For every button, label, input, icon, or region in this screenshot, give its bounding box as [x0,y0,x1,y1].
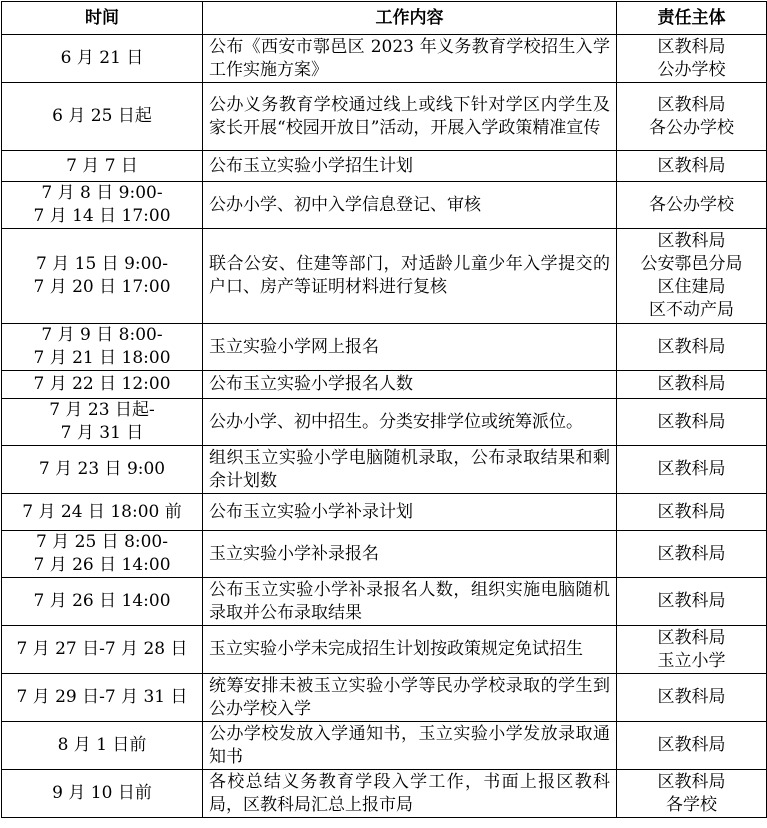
time-line: 8 月 1 日前 [57,735,147,755]
time-line: 7 月 26 日 14:00 [33,591,171,611]
table-row [2,83,767,151]
cell-time [2,83,203,151]
cell-content: 玉立实验小学网上报名 [203,324,617,371]
table-row [2,151,767,182]
owner-line: 区教科局 [657,94,726,115]
cell-time [2,371,203,399]
time-line: 7 月 25 日 8:00- [36,532,168,552]
cell-owner [617,35,767,83]
cell-owner [617,770,767,818]
cell-content: 公布玉立实验小学补录计划 [203,494,617,531]
cell-owner [617,531,767,578]
owner-line: 区教科局 [657,771,726,792]
cell-content: 玉立实验小学未完成招生计划按政策规定免试招生 [203,626,617,674]
table-row [2,626,767,674]
table-row [2,182,767,229]
time-line: 7 月 9 日 8:00- [41,325,163,345]
cell-content: 公布玉立实验小学招生计划 [203,151,617,182]
time-line: 7 月 26 日 14:00 [33,555,171,575]
time-line: 7 月 27 日-7 月 28 日 [16,639,188,659]
cell-content: 公布玉立实验小学报名人数 [203,371,617,399]
cell-time [2,770,203,818]
table-row [2,578,767,626]
owner-line: 区教科局 [657,411,726,432]
header-row [2,2,767,35]
owner-line: 区教科局 [657,501,726,522]
table-row [2,324,767,371]
owner-line: 各学校 [666,794,717,815]
time-line: 7 月 23 日起- [49,400,155,420]
cell-owner [617,324,767,371]
cell-time [2,324,203,371]
time-line: 7 月 24 日 18:00 前 [22,501,182,522]
table-row [2,371,767,399]
owner-line: 各公办学校 [649,117,734,138]
cell-time [2,151,203,182]
cell-time [2,578,203,626]
cell-time [2,229,203,324]
cell-time [2,674,203,722]
owner-line: 区教科局 [657,735,726,755]
owner-line: 公安鄠邑分局 [640,254,743,274]
time-line: 7 月 22 日 12:00 [33,374,171,394]
header-content: 工作内容 [203,2,617,35]
cell-owner [617,626,767,674]
time-line: 7 月 21 日 18:00 [33,348,171,368]
table-row [2,399,767,446]
cell-time [2,722,203,770]
table-row [2,35,767,83]
cell-content: 联合公安、住建等部门，对适龄儿童少年入学提交的户口、房产等证明材料进行复核 [203,229,617,324]
table-row [2,531,767,578]
cell-owner [617,494,767,531]
cell-time [2,399,203,446]
cell-content: 公办义务教育学校通过线上或线下针对学区内学生及家长开展“校园开放日”活动，开展入学政策精准宣传 [203,83,617,151]
cell-content: 公布《西安市鄠邑区 2023 年义务教育学校招生入学工作实施方案》 [203,35,617,83]
table-row [2,722,767,770]
cell-content: 各校总结义务教育学段入学工作，书面上报区教科局，区教科局汇总上报市局 [203,770,617,818]
schedule-table [1,1,767,818]
table-row [2,770,767,818]
cell-time [2,531,203,578]
table-row [2,674,767,722]
owner-line: 区不动产局 [649,300,734,320]
cell-content: 统筹安排未被玉立实验小学等民办学校录取的学生到公办学校入学 [203,674,617,722]
time-line: 7 月 7 日 [66,155,138,176]
table-row [2,494,767,531]
cell-owner [617,229,767,324]
cell-owner [617,399,767,446]
owner-line: 玉立小学 [657,650,726,671]
cell-time [2,626,203,674]
cell-content: 公办学校发放入学通知书，玉立实验小学发放录取通知书 [203,722,617,770]
owner-line: 区教科局 [657,155,726,176]
header-time: 时间 [2,2,203,35]
cell-time [2,494,203,531]
header-owner: 责任主体 [617,2,767,35]
cell-owner [617,182,767,229]
time-line: 9 月 10 日前 [52,783,152,803]
time-line: 7 月 15 日 9:00- [36,254,168,274]
cell-time [2,446,203,494]
owner-line: 公办学校 [657,59,726,80]
time-line: 7 月 14 日 17:00 [33,206,171,226]
owner-line: 区教科局 [657,36,726,57]
cell-owner [617,674,767,722]
time-line: 6 月 25 日起 [52,106,152,126]
owner-line: 区教科局 [657,374,726,394]
cell-content: 公办小学、初中入学信息登记、审核 [203,182,617,229]
cell-content: 玉立实验小学补录报名 [203,531,617,578]
time-line: 7 月 29 日-7 月 31 日 [16,687,188,707]
schedule-body [2,35,767,818]
owner-line: 区教科局 [657,627,726,648]
time-line: 7 月 23 日 9:00 [38,459,166,479]
owner-line: 区住建局 [657,277,726,297]
cell-time [2,35,203,83]
table-row [2,229,767,324]
owner-line: 区教科局 [657,591,726,611]
time-line: 7 月 20 日 17:00 [33,277,171,297]
owner-line: 区教科局 [657,336,726,357]
cell-time [2,182,203,229]
cell-owner [617,83,767,151]
cell-content: 组织玉立实验小学电脑随机录取，公布录取结果和剩余计划数 [203,446,617,494]
owner-line: 区教科局 [657,687,726,707]
cell-owner [617,578,767,626]
cell-owner [617,722,767,770]
owner-line: 区教科局 [657,459,726,479]
owner-line: 区教科局 [657,543,726,564]
cell-content: 公布玉立实验小学补录报名人数，组织实施电脑随机录取并公布录取结果 [203,578,617,626]
owner-line: 区教科局 [657,231,726,251]
cell-owner [617,371,767,399]
time-line: 7 月 31 日 [60,423,144,443]
owner-line: 各公办学校 [649,194,734,215]
cell-content: 公办小学、初中招生。分类安排学位或统筹派位。 [203,399,617,446]
cell-owner [617,151,767,182]
cell-owner [617,446,767,494]
time-line: 7 月 8 日 9:00- [41,183,163,203]
time-line: 6 月 21 日 [60,48,144,68]
table-row [2,446,767,494]
